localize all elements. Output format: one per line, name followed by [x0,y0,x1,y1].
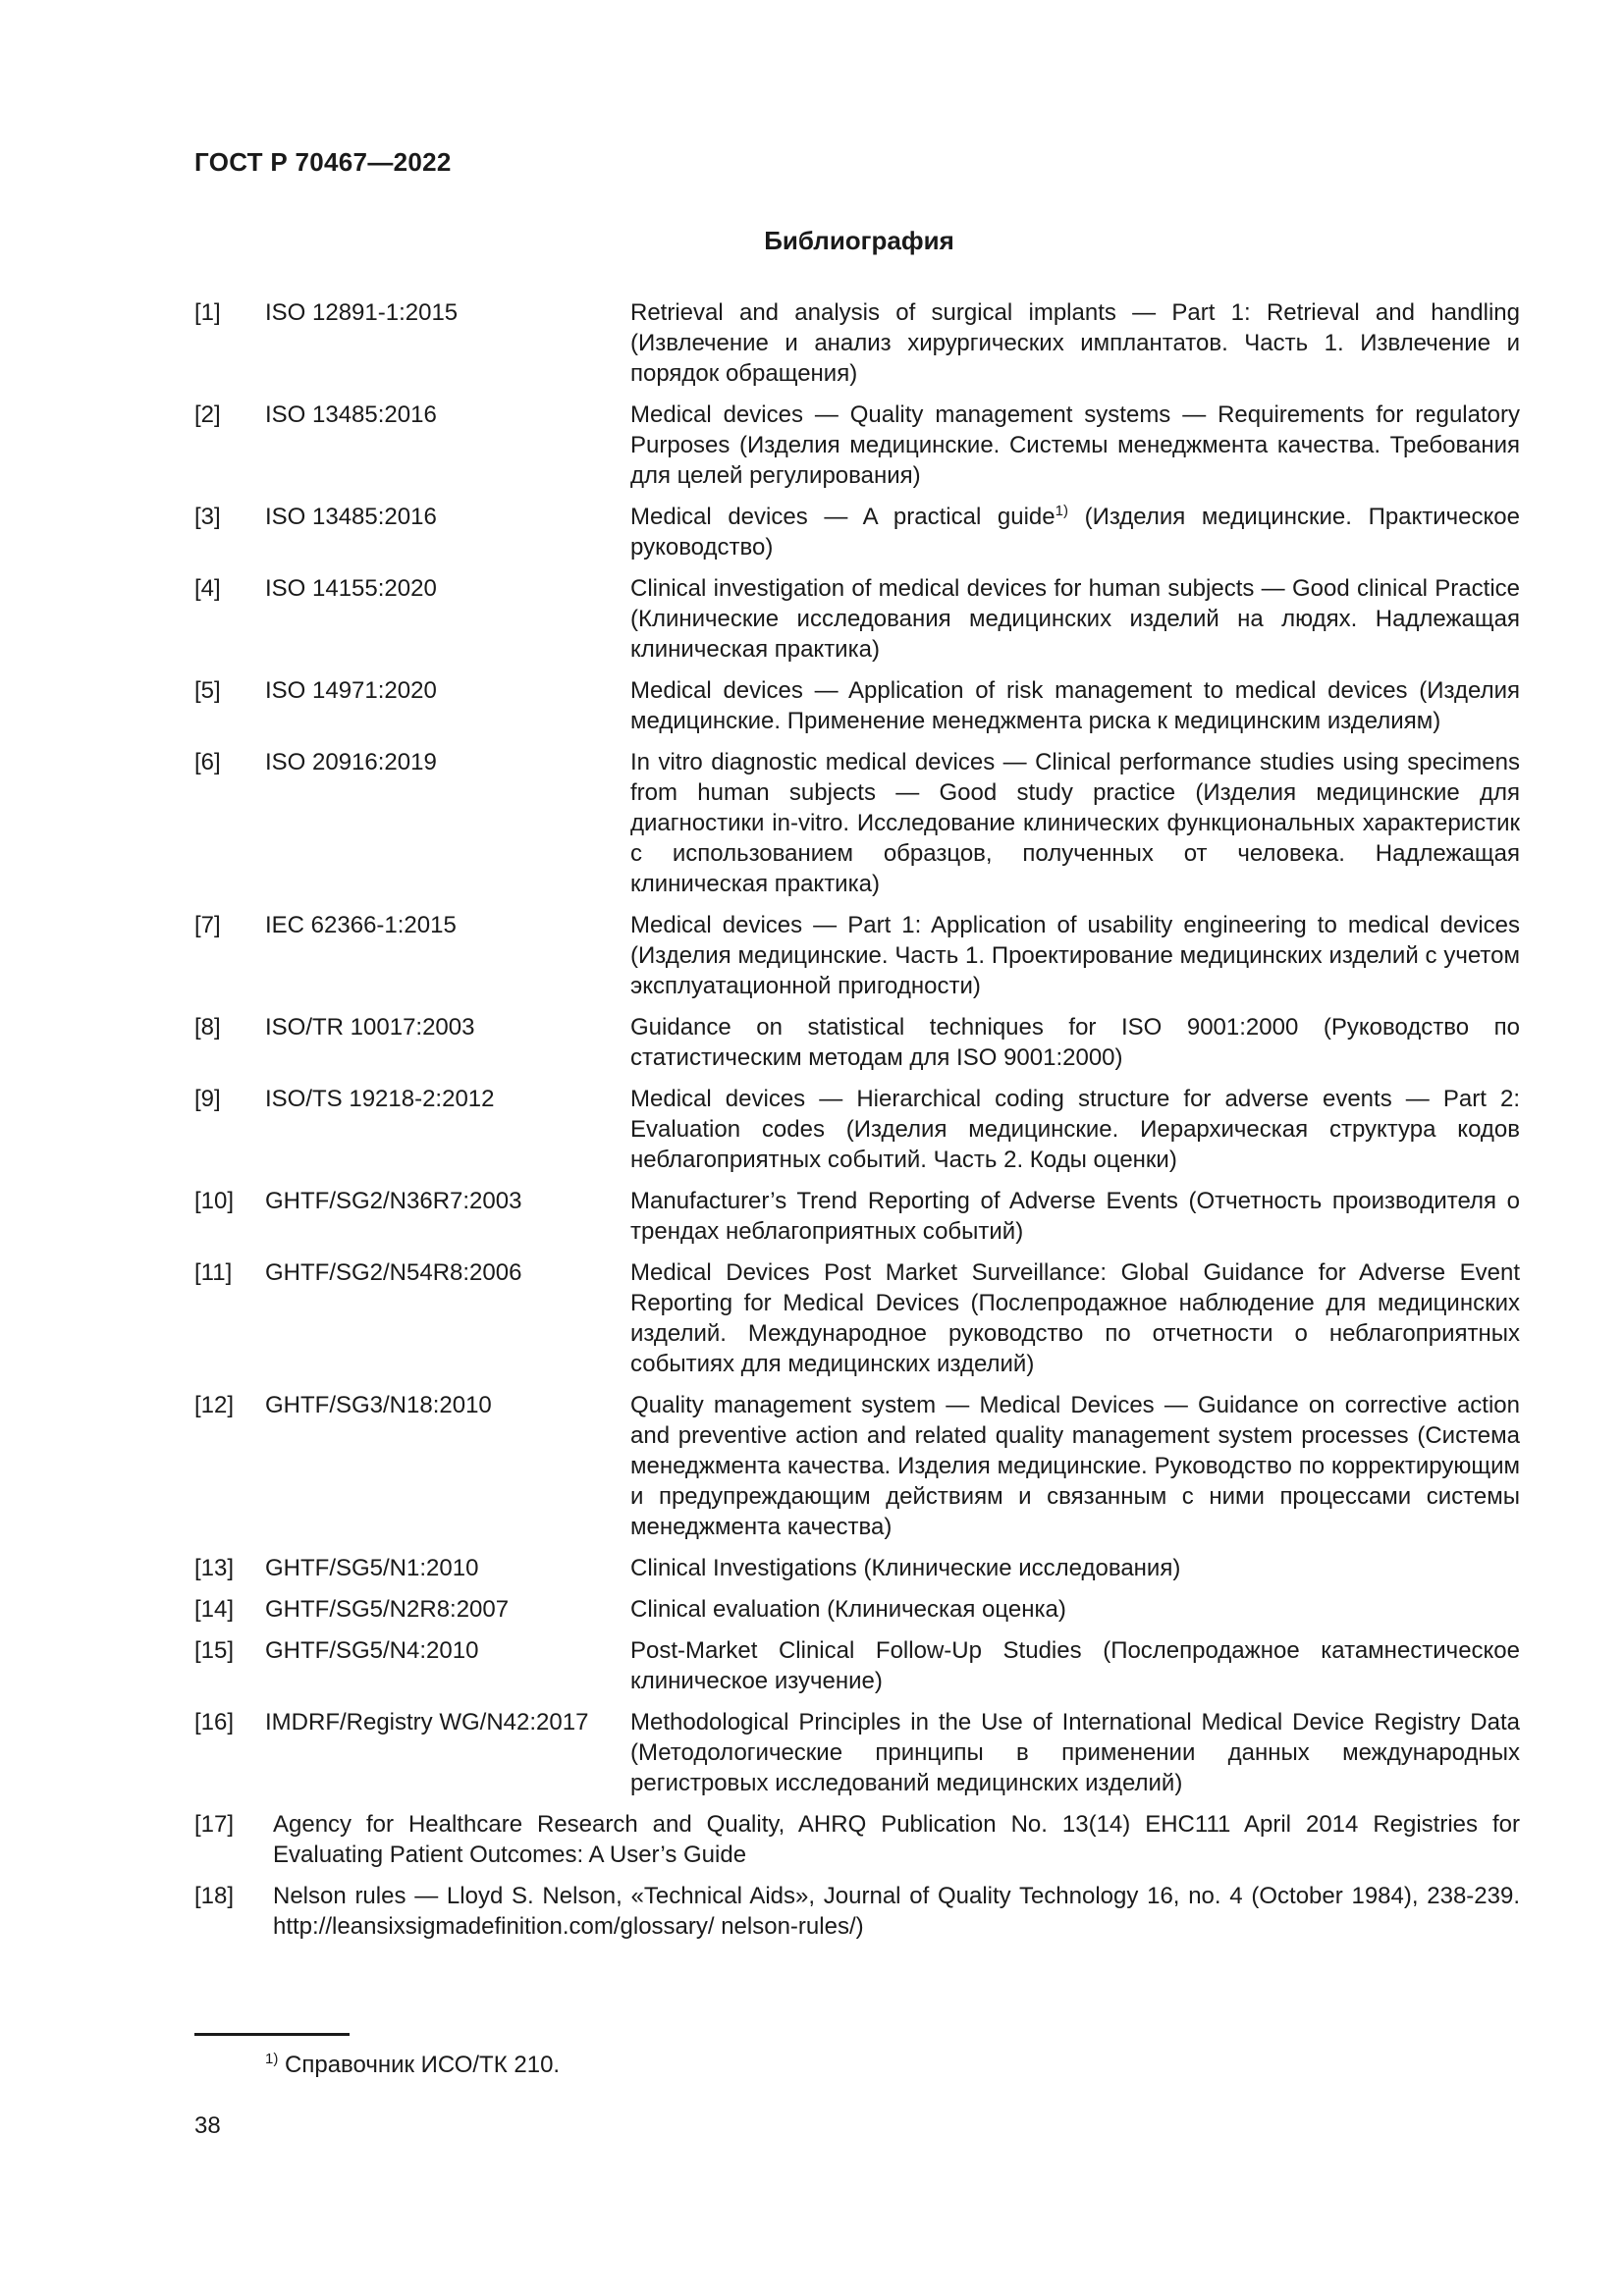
entry-code: GHTF/SG2/N36R7:2003 [265,1188,522,1214]
entry-number: [8] [194,1014,221,1041]
bibliography-entry [194,1257,1520,1379]
bibliography-entry [194,675,1520,736]
entry-number: [18] [194,1883,235,1909]
entry-description [630,502,1520,562]
footnote-reference: 1) [1055,503,1068,519]
entry-number: [9] [194,1086,221,1112]
entry-code: IEC 62366-1:2015 [265,912,457,938]
bibliography-entry [194,1594,1520,1625]
entry-description: Quality management system — Medical Devices — Guidance on corrective action and preventive action and related quality management system processes (Система менеджмента качества. Изделия медицинские. Руководство по корректирующим и предупреждающим действиям и связанным с ними процессами системы менеджмента качества) [630,1392,1520,1540]
entry-description: Medical Devices Post Market Surveillance: Global Guidance for Adverse Event Reporting for Medical Devices (Послепродажное наблюдение для медицинских изделий. Международное руководство по отчетности о неблагоприятных событиях для медицинских изделий) [630,1259,1520,1377]
entry-code: ISO 20916:2019 [265,749,437,775]
entry-code: IMDRF/Registry WG/N42:2017 [265,1709,589,1735]
bibliography-entry [194,1553,1520,1583]
entry-number: [6] [194,749,221,775]
bibliography-entry [194,1084,1520,1175]
footnote-divider [194,2033,350,2036]
entry-number: [1] [194,299,221,326]
bibliography-entry [194,1707,1520,1798]
entry-code: ISO 14155:2020 [265,575,437,602]
entry-description: Manufacturer’s Trend Reporting of Adverse Events (Отчетность производителя о трендах неблагоприятных событий) [630,1188,1520,1245]
bibliography-entry [194,400,1520,491]
page-title: Библиография [764,226,954,255]
entry-description: Post-Market Clinical Follow-Up Studies (Послепродажное катамнестическое клиническое изучение) [630,1637,1520,1694]
entry-code: GHTF/SG3/N18:2010 [265,1392,492,1418]
entry-description: Agency for Healthcare Research and Quality, AHRQ Publication No. 13(14) EHC111 April 2014 Registries for Evaluating Patient Outcomes: A User’s Guide [273,1811,1520,1868]
entry-number: [17] [194,1811,235,1838]
footnote [265,2052,560,2079]
entry-number: [4] [194,575,221,602]
entry-code: GHTF/SG5/N2R8:2007 [265,1596,510,1623]
bibliography-entry [194,573,1520,665]
entry-description: Nelson rules — Lloyd S. Nelson, «Technical Aids», Journal of Quality Technology 16, no. 4 (October 1984), 238-239. http://leansixsigmadefinition.com/glossary/ nelson-rules/) [273,1883,1520,1940]
entry-number: [16] [194,1709,235,1735]
entry-description: Medical devices — Quality management systems — Requirements for regulatory Purposes (Изделия медицинские. Системы менеджмента качества. Требования для целей регулирования) [630,401,1520,489]
entry-code: GHTF/SG5/N4:2010 [265,1637,479,1664]
entry-description: Guidance on statistical techniques for ISO 9001:2000 (Руководство по статистическим методам для ISO 9001:2000) [630,1014,1520,1071]
entry-code: GHTF/SG2/N54R8:2006 [265,1259,522,1286]
bibliography-entry [194,1635,1520,1696]
entry-description: Clinical Investigations (Клинические исследования) [630,1555,1181,1581]
bibliography-entry [194,1809,1520,1870]
entry-number: [13] [194,1555,235,1581]
footnote-text: Справочник ИСО/ТК 210. [278,2052,561,2078]
entry-number: [15] [194,1637,235,1664]
entry-description: Clinical evaluation (Клиническая оценка) [630,1596,1066,1623]
entry-code: ISO 12891-1:2015 [265,299,459,326]
entry-description: Medical devices — Hierarchical coding structure for adverse events — Part 2: Evaluation codes (Изделия медицинские. Иерархическая структура кодов неблагоприятных событий. Часть 2. Коды оценки) [630,1086,1520,1173]
entry-description: Retrieval and analysis of surgical implants — Part 1: Retrieval and handling (Извлечение и анализ хирургических имплантатов. Часть 1. Извлечение и порядок обращения) [630,299,1520,387]
entry-code: ISO/TR 10017:2003 [265,1014,475,1041]
entry-code: ISO 14971:2020 [265,677,437,704]
entry-code: ISO 13485:2016 [265,504,437,530]
entry-number: [3] [194,504,221,530]
footnote-marker: 1) [265,2051,279,2067]
entry-number: [10] [194,1188,235,1214]
bibliography-entry [194,1012,1520,1073]
entry-description: In vitro diagnostic medical devices — Clinical performance studies using specimens from human subjects — Good study practice (Изделия медицинские для диагностики in-vitro. Исследование клинических функциональных характеристик с использованием образцов, полученных от человека. Надлежащая клиническая практика) [630,749,1520,897]
bibliography-entry [194,910,1520,1001]
entry-code: GHTF/SG5/N1:2010 [265,1555,479,1581]
entry-description: Medical devices — Part 1: Application of usability engineering to medical devices (Изделия медицинские. Часть 1. Проектирование медицинских изделий с учетом эксплуатационной пригодности) [630,912,1520,999]
entry-number: [14] [194,1596,235,1623]
entry-number: [7] [194,912,221,938]
entry-description: Clinical investigation of medical devices for human subjects — Good clinical Practice (Клинические исследования медицинских изделий на людях. Надлежащая клиническая практика) [630,575,1520,663]
entry-number: [12] [194,1392,235,1418]
bibliography-entry [194,1881,1520,1942]
entry-number: [2] [194,401,221,428]
entry-description-part: Medical devices — A practical guide [630,504,1056,530]
entry-description: Methodological Principles in the Use of International Medical Device Registry Data (Методологические принципы в применении данных международных регистровых исследований медицинских изделий) [630,1709,1520,1796]
bibliography-entry [194,747,1520,899]
page-number: 38 [194,2112,221,2139]
entry-number: [5] [194,677,221,704]
bibliography-entry [194,1186,1520,1247]
entry-code: ISO/TS 19218-2:2012 [265,1086,495,1112]
entry-code: ISO 13485:2016 [265,401,437,428]
document-header: ГОСТ Р 70467—2022 [194,147,452,177]
bibliography-list [194,297,1520,1942]
bibliography-entry [194,502,1520,562]
entry-description: Medical devices — Application of risk management to medical devices (Изделия медицинские. Применение менеджмента риска к медицинским изделиям) [630,677,1520,734]
entry-description-part: (Изделия медицинские. Практическое руководство) [630,504,1520,561]
bibliography-entry [194,297,1520,389]
bibliography-entry [194,1390,1520,1542]
entry-number: [11] [194,1259,233,1286]
